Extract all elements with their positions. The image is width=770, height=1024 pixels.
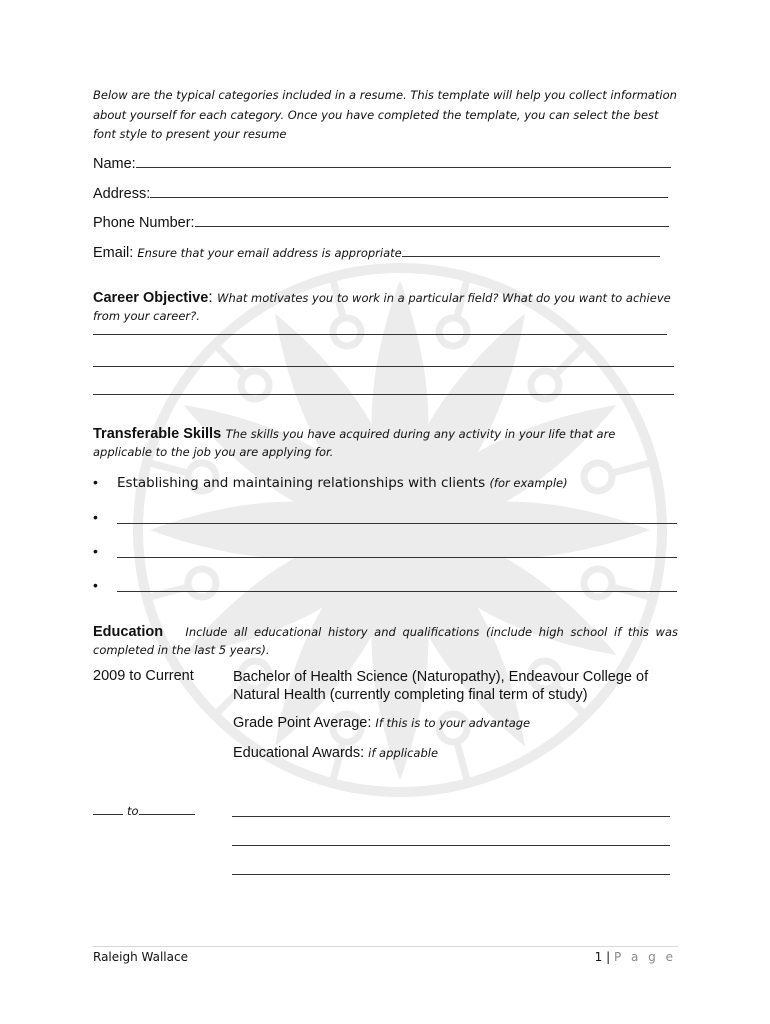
name-input-line[interactable] — [136, 155, 671, 168]
education-line-2[interactable] — [232, 845, 670, 846]
page-number: 1 — [594, 950, 603, 964]
phone-input-line[interactable] — [195, 214, 669, 227]
address-field — [93, 185, 668, 202]
education-line-3[interactable] — [232, 874, 670, 875]
bullet-1: • — [93, 474, 98, 490]
mandala-knob — [584, 569, 612, 597]
skills-hint: The skills you have acquired during any activity in your life that are applicable to the job you are applying for. — [93, 427, 616, 459]
footer-page-info — [595, 950, 676, 964]
career-objective-hint: What motivates you to work in a particular field? What do you want to achieve from your career?. — [93, 291, 671, 323]
blank-start-year[interactable] — [93, 802, 123, 815]
email-hint: Ensure that your email address is appropriate — [137, 246, 402, 260]
gpa-hint: If this is to your advantage — [375, 716, 531, 730]
education-section — [93, 623, 678, 659]
career-objective-title: Career Objective — [93, 290, 209, 306]
intro-paragraph: Below are the typical categories included in a resume. This template will help you collect information about yourself for each category. Once you have completed the template, you can select the best font style to present your resume — [93, 88, 677, 141]
name-field — [93, 155, 671, 172]
mandala-knob — [188, 569, 216, 597]
awards-row — [233, 744, 683, 762]
skills-section — [93, 425, 678, 461]
bullet-4: • — [93, 577, 98, 593]
career-line-3[interactable] — [93, 394, 674, 395]
skill-line-2[interactable] — [117, 557, 677, 558]
skill-example-text: Establishing and maintaining relationships with clients — [117, 475, 486, 491]
blank-date-range — [93, 802, 195, 819]
email-input-line[interactable] — [402, 244, 660, 257]
education-line-1[interactable] — [232, 816, 670, 817]
footer-author: Raleigh Wallace — [93, 950, 188, 964]
education-entry-date: 2009 to Current — [93, 668, 194, 684]
address-input-line[interactable] — [150, 185, 668, 198]
skill-line-1[interactable] — [117, 523, 677, 524]
awards-hint: if applicable — [368, 746, 439, 760]
mandala-spoke — [557, 345, 585, 373]
email-field — [93, 244, 660, 261]
phone-field — [93, 214, 669, 231]
career-objective-section: Career Objective: What motivates you to work in a particular field? What do you want to achieve from your career?. — [93, 289, 671, 323]
education-title: Education — [93, 624, 164, 640]
mandala-spoke — [147, 587, 186, 597]
skill-example-hint: (for example) — [489, 476, 568, 490]
skill-line-3[interactable] — [117, 591, 677, 592]
career-line-1[interactable] — [93, 334, 667, 335]
skill-example — [117, 475, 568, 491]
gpa-row — [233, 714, 683, 732]
education-hint: Include all educational history and qualifications (include high school if this was completed in the last 5 years). — [93, 625, 678, 657]
page-label: P a g e — [613, 950, 676, 964]
mandala-knob — [584, 463, 612, 491]
footer-divider — [93, 946, 678, 947]
blank-date-sep: to — [127, 804, 139, 818]
career-line-2[interactable] — [93, 366, 674, 367]
awards-label: Educational Awards: — [233, 745, 365, 761]
mandala-spoke — [147, 462, 186, 472]
address-label: Address: — [93, 186, 151, 202]
name-label: Name: — [93, 156, 136, 172]
education-entry-text: Bachelor of Health Science (Naturopathy), Endeavour College of Natural Health (currently completing final term of study) — [233, 669, 649, 703]
phone-label: Phone Number: — [93, 215, 195, 231]
page-separator: | — [606, 950, 611, 964]
mandala-spoke — [614, 587, 653, 597]
mandala-spoke — [614, 462, 653, 472]
blank-end-year[interactable] — [139, 802, 195, 815]
gpa-label: Grade Point Average: — [233, 715, 372, 731]
mandala-spoke — [215, 345, 243, 373]
skills-title: Transferable Skills — [93, 426, 222, 442]
bullet-3: • — [93, 543, 98, 559]
email-label: Email: — [93, 245, 134, 261]
bullet-2: • — [93, 509, 98, 525]
